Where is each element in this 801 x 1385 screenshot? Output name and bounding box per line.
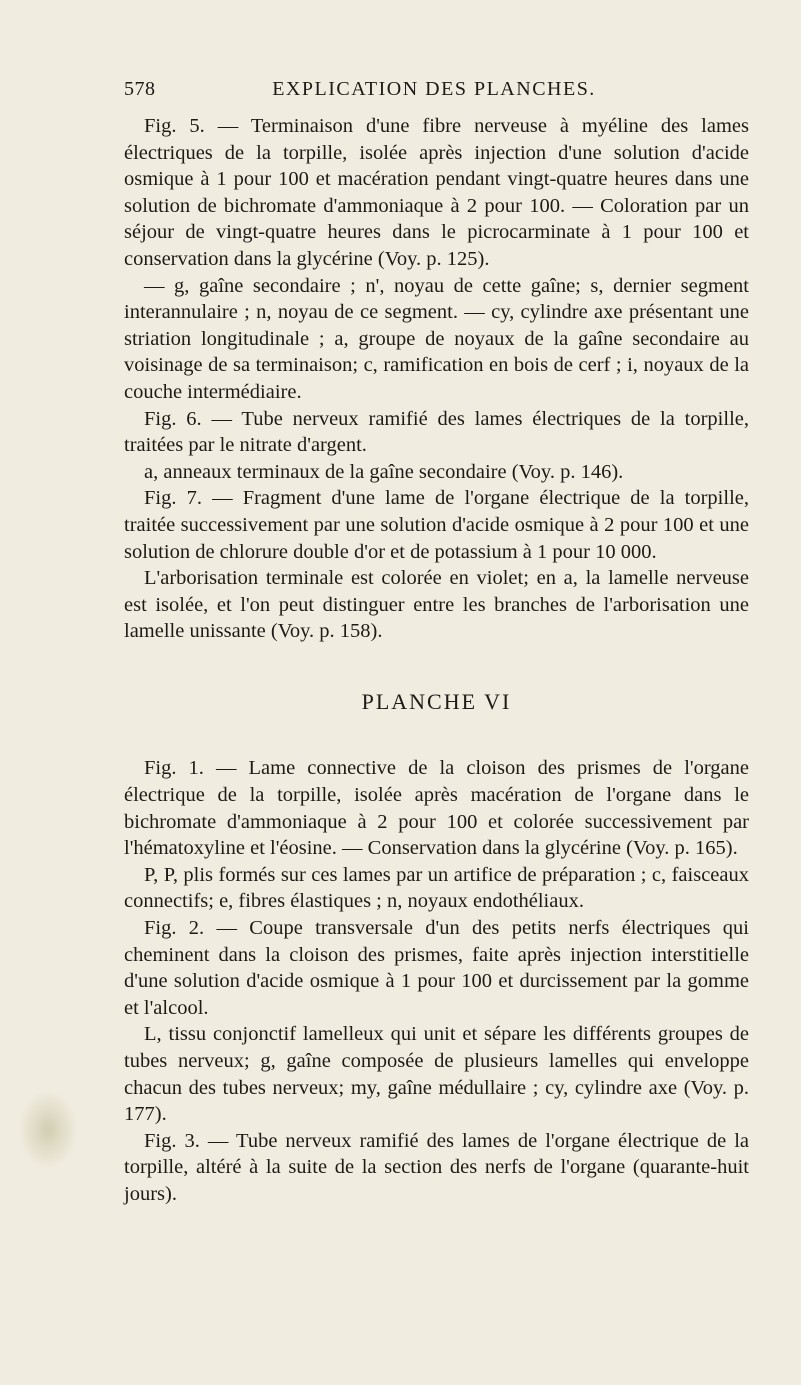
paper-stain xyxy=(18,1090,78,1170)
paragraph-fig6: Fig. 6. — Tube nerveux ramifié des lames électriques de la torpille, traitées par le nitrate d'argent. xyxy=(124,407,749,457)
paragraph-fig7: Fig. 7. — Fragment d'une lame de l'organe électrique de la torpille, traitée successivement par une solution d'acide osmique à 2 pour 100 et une solution de chlorure double d'or et de potassium à 1 pour 10 000. xyxy=(124,487,749,563)
running-title: EXPLICATION DES PLANCHES. xyxy=(272,78,596,100)
paragraph-fig5: Fig. 5. — Terminaison d'une fibre nerveuse à myéline des lames électriques de la torpille, isolée après injection d'une solution d'acide osmique à 1 pour 100 et macération pendant vingt-quatre heures dans une solution de bichromate d'ammoniaque à 2 pour 100. — Coloration par un séjour de vingt-quatre heures dans le picrocarminate à 1 pour 100 et conservation dans la glycérine (Voy. p. 125). xyxy=(124,115,749,270)
paragraph-plate6-fig2-legend: L, tissu conjonctif lamelleux qui unit et sépare les différents groupes de tubes nerveux; g, gaîne composée de plusieurs lamelles qui enveloppe chacun des tubes nerveux; my, gaîne médullaire ; cy, cylindre axe (Voy. p. 177). xyxy=(124,1023,749,1126)
paragraph-plate6-fig1: Fig. 1. — Lame connective de la cloison des prismes de l'organe électrique de la torpille, isolée après macération de l'organe dans le bichromate d'ammoniaque à 2 pour 100 et colorée successivement par l'hématoxyline et l'éosine. — Conservation dans la glycérine (Voy. p. 165). xyxy=(124,757,749,860)
paragraph-plate6-fig3: Fig. 3. — Tube nerveux ramifié des lames de l'organe électrique de la torpille, altéré à la suite de la section des nerfs de l'organe (quarante-huit jours). xyxy=(124,1129,749,1205)
paragraph-fig7-legend: L'arborisation terminale est colorée en violet; en a, la lamelle nerveuse est isolée, et l'on peut distinguer entre les branches de l'arborisation une lamelle unissante (Voy. p. 158). xyxy=(124,567,749,643)
paragraph-plate6-fig1-legend: P, P, plis formés sur ces lames par un artifice de préparation ; c, faisceaux connectifs; e, fibres élastiques ; n, noyaux endothéliaux. xyxy=(124,863,749,913)
paragraph-fig5-legend: — g, gaîne secondaire ; n', noyau de cette gaîne; s, dernier segment interannulaire ; n, noyau de ce segment. — cy, cylindre axe présentant une striation longitudinale ; a, groupe de noyaux de la gaîne secondaire au voisinage de sa terminaison; c, ramification en bois de cerf ; i, noyaux de la couche intermédiaire. xyxy=(124,274,749,403)
paragraph-fig6-legend: a, anneaux terminaux de la gaîne secondaire (Voy. p. 146). xyxy=(144,460,624,483)
paragraph-plate6-fig2: Fig. 2. — Coupe transversale d'un des petits nerfs électriques qui cheminent dans la cloison des prismes, faite après injection interstitielle d'une solution d'acide osmique à 1 pour 100 et durcissement par la gomme et l'alcool. xyxy=(124,917,749,1019)
page-header xyxy=(124,78,744,106)
page-body xyxy=(124,113,749,1208)
plate-heading: PLANCHE VI xyxy=(361,688,512,714)
page-number: 578 xyxy=(124,78,156,100)
